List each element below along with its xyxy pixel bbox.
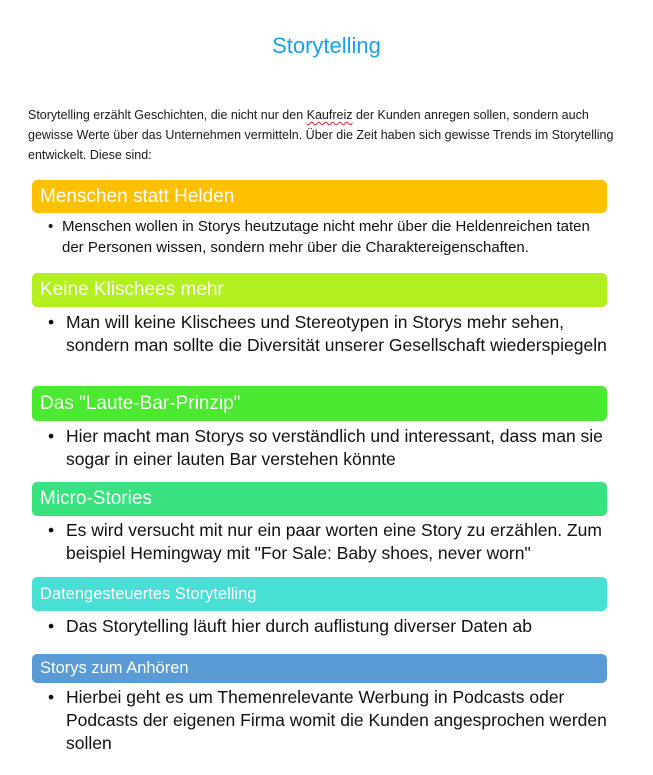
intro-text-end: der Kunden anregen sollen, sondern auch gewisse Werte über das Unternehmen vermitteln. Über die Zeit haben sich gewisse Trends im Storytelling entwickelt. Diese sind: bbox=[28, 108, 614, 162]
page-title: Storytelling bbox=[272, 33, 381, 58]
trend-header-keine-klischees bbox=[32, 273, 607, 307]
trend-bullet-text: Es wird versucht mit nur ein paar worten eine Story zu erzählen. Zum beispiel Hemingway mit "For Sale: Baby shoes, never worn" bbox=[66, 520, 602, 563]
bullet-point-icon: • bbox=[48, 520, 55, 540]
trend-bullet-text: Das Storytelling läuft hier durch auflistung diverser Daten ab bbox=[66, 616, 532, 636]
spellcheck-word[interactable]: Kaufreiz bbox=[306, 108, 353, 122]
trend-bullet-keine-klischees bbox=[48, 311, 608, 383]
trend-bullet-laute-bar-prinzip bbox=[48, 425, 608, 473]
trend-header-label: Micro-Stories bbox=[40, 488, 152, 509]
bullet-point-icon: • bbox=[48, 426, 55, 446]
trend-header-label: Keine Klischees mehr bbox=[40, 279, 224, 300]
trend-header-laute-bar-prinzip bbox=[32, 386, 607, 421]
trend-header-label: Menschen statt Helden bbox=[40, 186, 235, 207]
trend-header-micro-stories bbox=[32, 482, 607, 516]
bullet-point-icon: • bbox=[48, 616, 55, 636]
trend-header-storys-zum-anhoeren bbox=[32, 654, 607, 683]
trend-bullet-storys-zum-anhoeren bbox=[48, 686, 608, 758]
intro-text-start: Storytelling erzählt Geschichten, die nicht nur den bbox=[28, 108, 307, 122]
trend-bullet-text: Hier macht man Storys so verständlich und interessant, dass man sie sogar in einer lauten Bar verstehen könnte bbox=[66, 426, 603, 469]
bullet-point-icon: • bbox=[48, 218, 54, 235]
trend-header-menschen-statt-helden bbox=[32, 180, 607, 213]
trend-bullet-menschen-statt-helden bbox=[48, 216, 608, 271]
intro-paragraph bbox=[28, 105, 633, 165]
trend-bullet-micro-stories bbox=[48, 519, 608, 575]
trend-bullet-text: Man will keine Klischees und Stereotypen in Storys mehr sehen, sondern man sollte die Diversität unserer Gesellschaft wiederspiegeln bbox=[66, 312, 607, 355]
trend-header-label: Das "Laute-Bar-Prinzip" bbox=[40, 393, 241, 414]
trend-bullet-text: Hierbei geht es um Themenrelevante Werbung in Podcasts oder Podcasts der eigenen Firma womit die Kunden angesprochen werden sollen bbox=[66, 687, 607, 753]
trend-header-label: Datengesteuertes Storytelling bbox=[40, 585, 257, 603]
trend-bullet-text: Menschen wollen in Storys heutzutage nicht mehr über die Heldenreichen taten der Personen wissen, sondern mehr über die Charaktereigenschaften. bbox=[62, 218, 590, 256]
trend-header-label: Storys zum Anhören bbox=[40, 659, 189, 677]
bullet-point-icon: • bbox=[48, 312, 55, 332]
trend-bullet-datengesteuertes-storytelling bbox=[48, 615, 608, 641]
trend-header-datengesteuertes-storytelling bbox=[32, 577, 607, 611]
bullet-point-icon: • bbox=[48, 687, 55, 707]
